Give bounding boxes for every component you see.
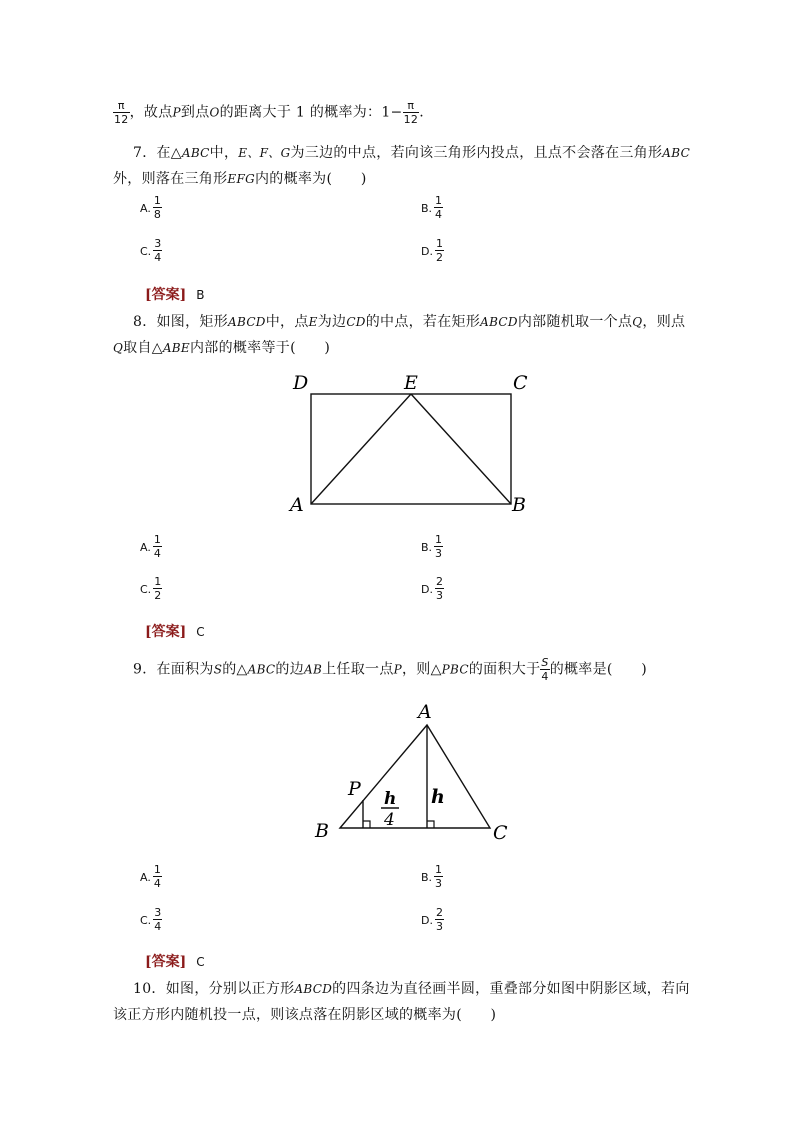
label-p: P [348, 778, 361, 800]
label-b: B [512, 494, 526, 516]
label-a: A [418, 701, 432, 723]
fraction-pi-over-12: $\frac{\pi}{12}$ [114, 99, 129, 126]
segment-be [411, 394, 511, 504]
q8-option-c[interactable]: C. $\frac{1}{2}$ [140, 575, 162, 602]
label-h4-num: h [384, 789, 397, 809]
q7-stem-line1: 7．在△ABC中，E、F、G为三边的中点，若向该三角形内投点，且点不会落在三角形ABC [133, 145, 691, 161]
q8-stem-line1: 8．如图，矩形ABCD中，点E为边CD的中点，若在矩形ABCD内部随机取一个点Q，则点 [133, 314, 686, 330]
q7-option-d[interactable]: D. $\frac{1}{2}$ [421, 237, 443, 264]
q8-answer: [答案] C [145, 624, 205, 640]
q9-option-a[interactable]: A. $\frac{1}{4}$ [140, 863, 161, 890]
previous-solution-tail: $\frac{\pi}{12}$ ，故点P到点O的距离大于 1 的概率为：1− $\frac{\pi}{12}$ . [114, 99, 424, 126]
q8-rectangle-figure [280, 365, 540, 520]
q9-option-c[interactable]: C. $\frac{3}{4}$ [140, 906, 162, 933]
q8-option-d[interactable]: D. $\frac{2}{3}$ [421, 575, 443, 602]
q9-stem: 9．在面积为S的△ABC的边AB上任取一点P，则△PBC的面积大于 $\frac{S}{4}$ 的概率是( ) [133, 656, 648, 683]
q9-option-d[interactable]: D. $\frac{2}{3}$ [421, 906, 443, 933]
fraction-pi-over-12-result: $\frac{\pi}{12}$ [403, 99, 419, 126]
fraction-s-over-4: $\frac{S}{4}$ [541, 656, 549, 683]
segment-ae [311, 394, 411, 504]
q9-option-b[interactable]: B. $\frac{1}{3}$ [421, 863, 443, 890]
q7-option-c[interactable]: C. $\frac{3}{4}$ [140, 237, 162, 264]
q9-answer: [答案] C [145, 954, 205, 970]
q8-option-b[interactable]: B. $\frac{1}{3}$ [421, 533, 443, 560]
label-c: C [493, 822, 508, 844]
label-b: B [315, 820, 329, 842]
q7-stem-line2: 外，则落在三角形EFG内的概率为( ) [113, 171, 367, 187]
q8-stem-line2: Q取自△ABE内部的概率等于( ) [113, 340, 331, 356]
label-e: E [404, 372, 418, 394]
q7-answer: [答案] B [145, 287, 205, 303]
label-c: C [513, 372, 528, 394]
right-angle-mark-p [363, 821, 370, 828]
q10-stem-line2: 该正方形内随机投一点，则该点落在阴影区域的概率为( ) [113, 1007, 497, 1023]
label-d: D [293, 372, 309, 394]
label-a: A [290, 494, 304, 516]
q9-triangle-figure [305, 695, 525, 845]
q10-stem-line1: 10．如图，分别以正方形ABCD的四条边为直径画半圆，重叠部分如图中阴影区域，若向 [133, 981, 690, 997]
q8-option-a[interactable]: A. $\frac{1}{4}$ [140, 533, 161, 560]
label-h4-den: 4 [384, 810, 395, 830]
q7-option-a[interactable]: A. $\frac{1}{8}$ [140, 194, 161, 221]
right-angle-mark-a [427, 821, 434, 828]
label-h: h [431, 786, 445, 808]
q7-option-b[interactable]: B. $\frac{1}{4}$ [421, 194, 443, 221]
rectangle-abcd [311, 394, 511, 504]
